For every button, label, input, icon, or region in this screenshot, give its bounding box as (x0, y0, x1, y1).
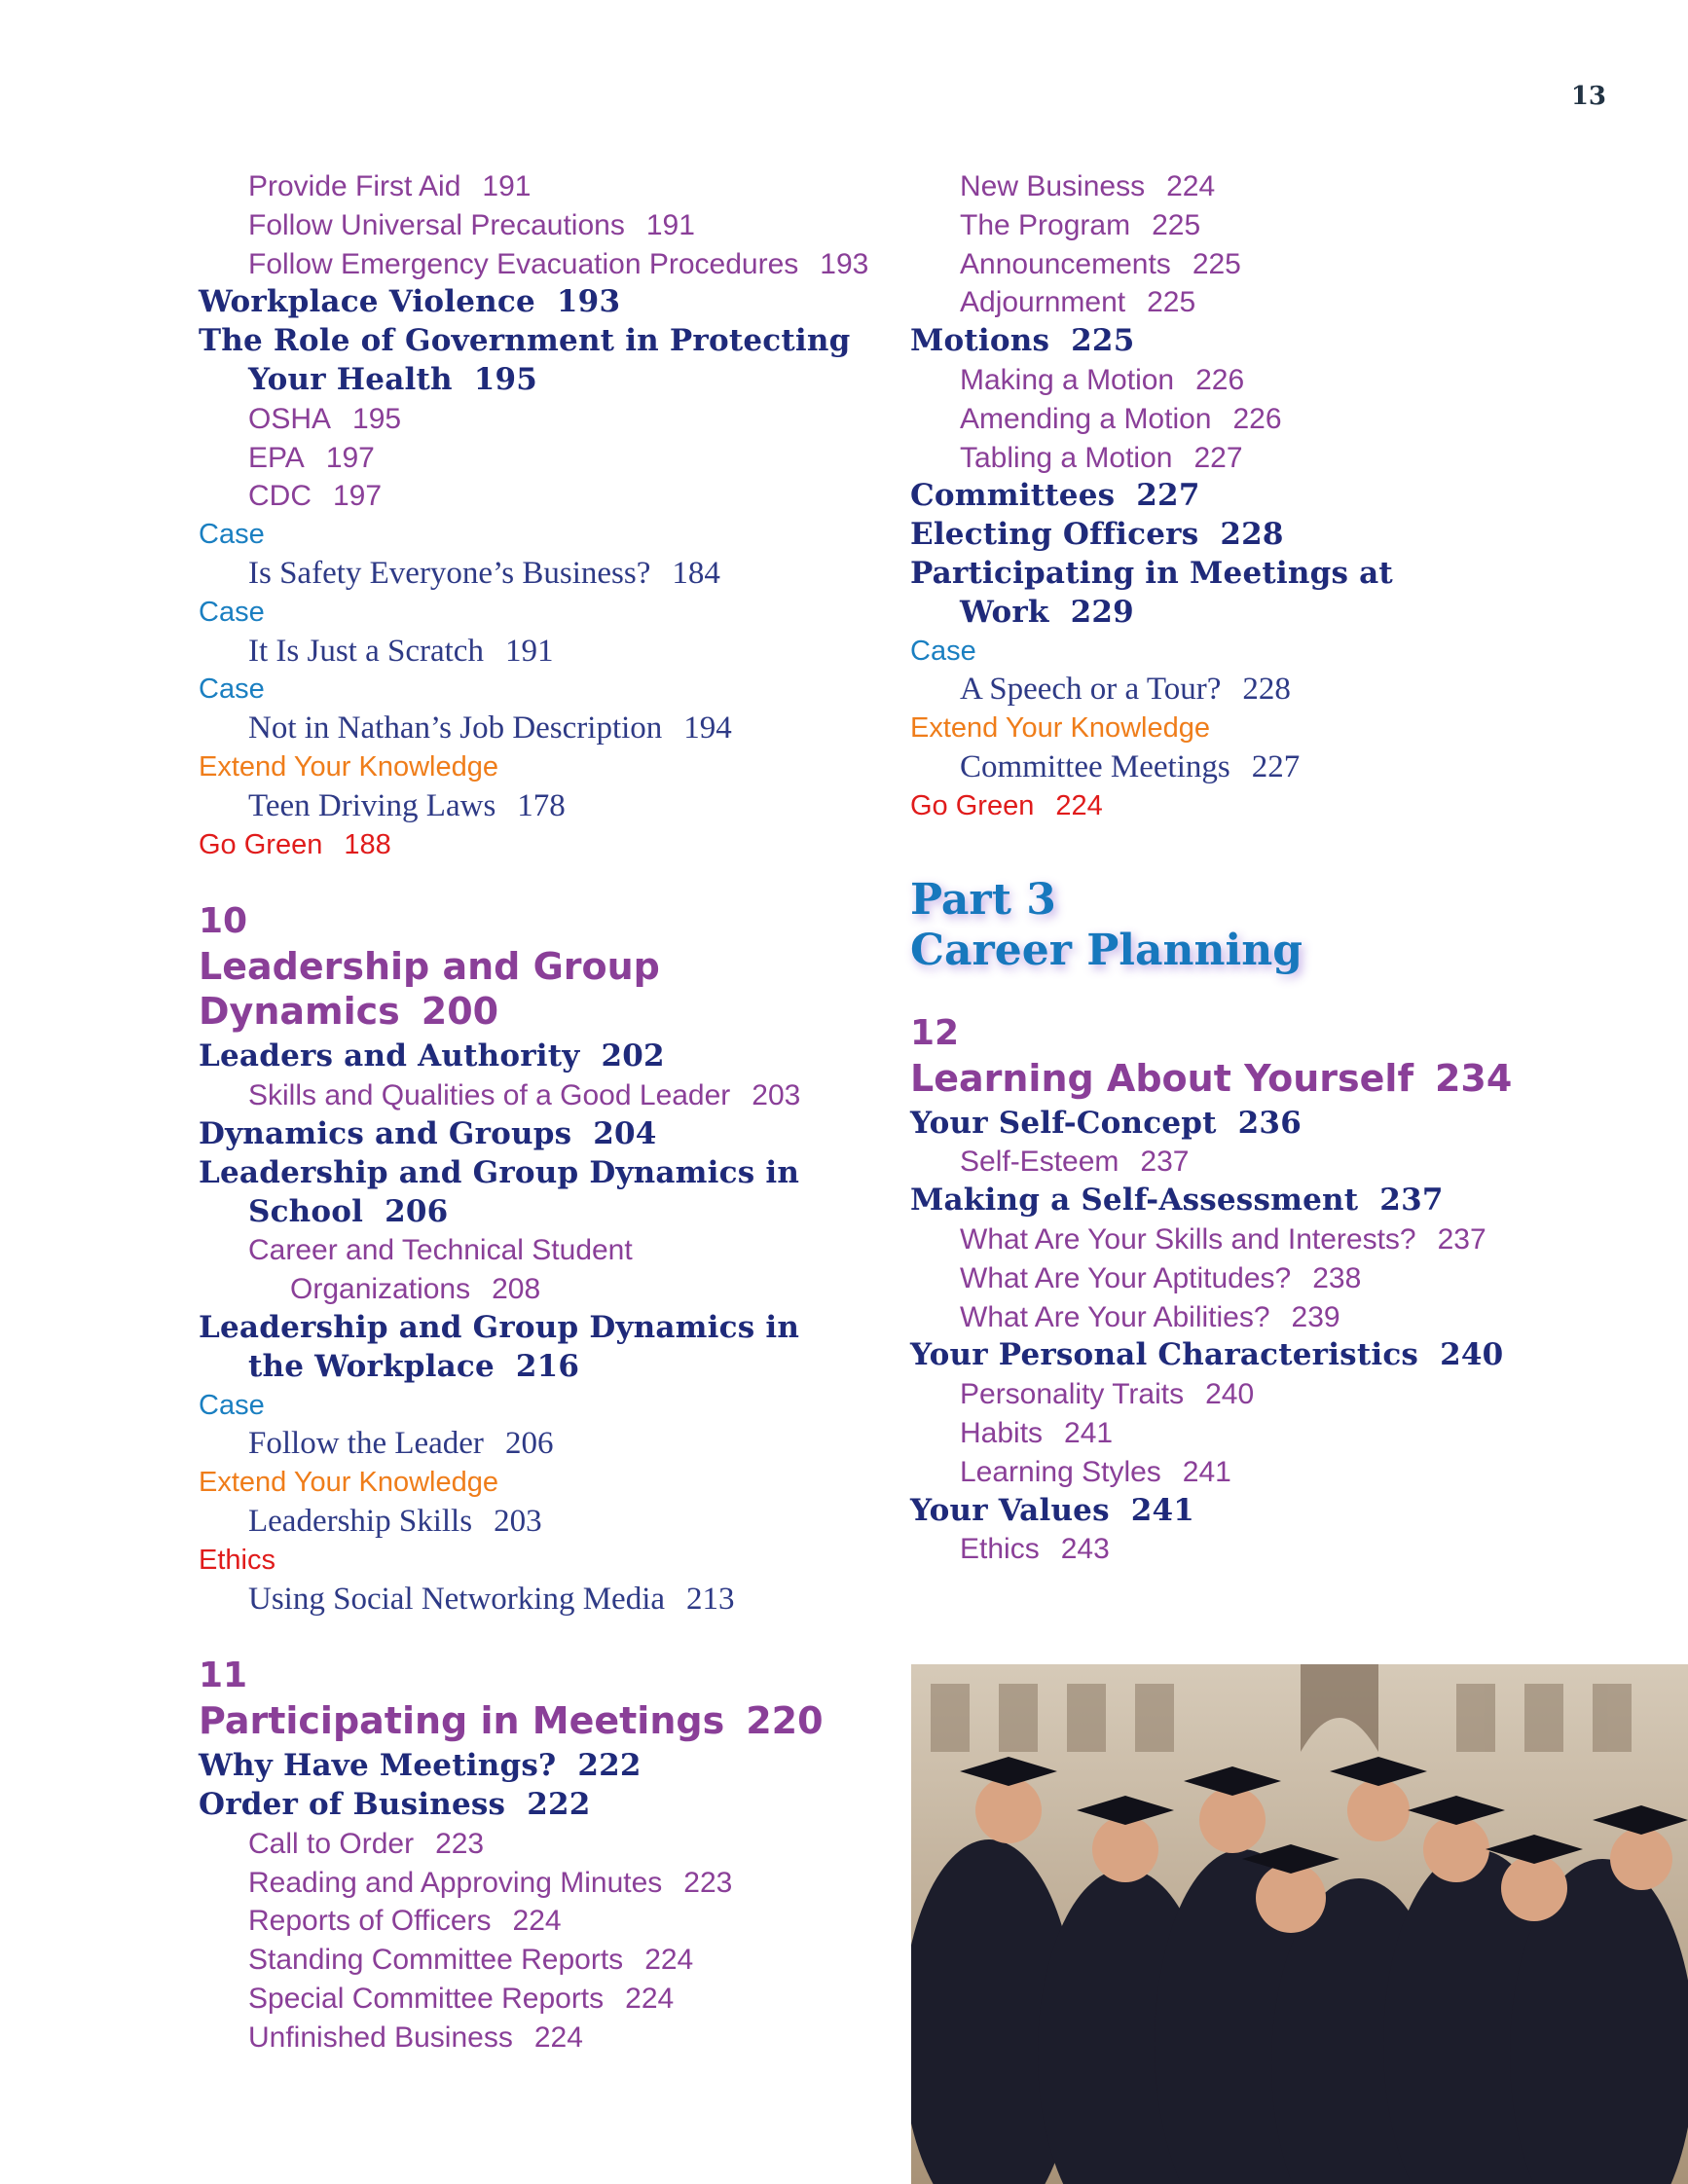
entry-title: Follow Universal Precautions (248, 208, 625, 241)
page-ref: 225 (1152, 208, 1201, 241)
entry-title: Standing Committee Reports (248, 1944, 624, 1977)
toc-subentry (910, 1375, 1670, 1414)
entry-title: Participating in Meetings at (910, 555, 1393, 591)
toc-subentry (910, 1530, 1670, 1569)
entry-title: the Workplace (248, 1348, 495, 1384)
page-ref: 237 (1379, 1183, 1444, 1219)
toc-heading (910, 322, 1670, 361)
page-ref: 238 (1312, 1261, 1362, 1294)
page-ref: 240 (1205, 1378, 1255, 1411)
toc-subentry (910, 1453, 1670, 1492)
feature-label-extend (199, 1464, 899, 1503)
entry-title: Case (199, 519, 265, 551)
page-ref: 241 (1064, 1416, 1114, 1449)
page-ref: 202 (601, 1038, 665, 1074)
toc-subentry (199, 1864, 899, 1903)
toc-heading (199, 1154, 899, 1193)
entry-title: Special Committee Reports (248, 1983, 605, 2016)
toc-heading (910, 1105, 1670, 1144)
toc-subentry (910, 439, 1670, 478)
feature-label-case (199, 1387, 899, 1426)
page-ref: 225 (1147, 286, 1196, 319)
entry-title: Your Health (248, 361, 453, 397)
page-ref: 243 (1060, 1533, 1110, 1566)
toc-subentry (199, 1980, 899, 2019)
toc-heading (199, 1037, 899, 1076)
feature-label-case (910, 633, 1670, 672)
toc-subentry-cont (199, 1270, 899, 1309)
entry-title: Leadership Skills (248, 1503, 473, 1539)
entry-title: Making a Motion (960, 363, 1175, 396)
toc-column-left (199, 167, 899, 2057)
part-heading (910, 875, 1670, 976)
page-ref: 224 (644, 1944, 694, 1977)
entry-title: Tabling a Motion (960, 441, 1173, 474)
toc-subentry (910, 361, 1670, 400)
entry-title: Committees (910, 478, 1116, 514)
toc-subentry (910, 1259, 1670, 1298)
entry-title: Is Safety Everyone’s Business? (248, 555, 651, 591)
entry-title: Workplace Violence (199, 284, 535, 320)
entry-title: Your Personal Characteristics (910, 1337, 1419, 1373)
toc-subentry (910, 1220, 1670, 1259)
feature-label-extend (910, 710, 1670, 748)
entry-title: Habits (960, 1416, 1044, 1449)
entry-title: Teen Driving Laws (248, 787, 496, 823)
entry-title: Your Self-Concept (910, 1105, 1217, 1141)
page-ref: 194 (683, 710, 732, 746)
toc-subentry (199, 245, 899, 284)
toc-heading (910, 1182, 1670, 1220)
toc-subentry (910, 283, 1670, 322)
page-ref: 226 (1232, 402, 1282, 435)
toc-subentry (199, 206, 899, 245)
page-ref: 224 (625, 1983, 675, 2016)
entry-title: Case (910, 635, 976, 667)
entry-title: What Are Your Skills and Interests? (960, 1222, 1416, 1256)
entry-title: Skills and Qualities of a Good Leader (248, 1079, 731, 1112)
toc-column-right (910, 167, 1670, 1569)
entry-title: Making a Self-Assessment (910, 1183, 1359, 1219)
toc-heading (199, 283, 899, 322)
toc-subentry (199, 167, 899, 206)
entry-title: Your Values (910, 1492, 1110, 1528)
entry-title: The Program (960, 208, 1131, 241)
toc-subentry (199, 2019, 899, 2057)
toc-heading (910, 516, 1670, 555)
page-ref: 191 (482, 170, 532, 202)
entry-title: Using Social Networking Media (248, 1581, 666, 1617)
entry-title: Committee Meetings (960, 748, 1230, 784)
feature-entry (199, 1425, 899, 1464)
page-ref: 206 (385, 1193, 449, 1229)
feature-label-case (199, 671, 899, 710)
entry-title: Case (199, 673, 265, 706)
toc-subentry (910, 167, 1670, 206)
page-ref: 225 (1192, 247, 1241, 280)
entry-title: Learning Styles (960, 1455, 1161, 1488)
entry-title: Announcements (960, 247, 1171, 280)
toc-heading (910, 555, 1670, 594)
feature-entry (199, 787, 899, 826)
toc-subentry (199, 1231, 899, 1270)
feature-label-go-green (199, 826, 899, 865)
entry-title: Unfinished Business (248, 2020, 513, 2054)
page-ref: 227 (1251, 748, 1301, 784)
page-ref: 224 (1166, 170, 1216, 202)
entry-title: School (248, 1193, 364, 1229)
chapter-number: 11 (199, 1656, 248, 1696)
chapter-title-line (199, 1698, 899, 1743)
entry-title: Self-Esteem (960, 1146, 1119, 1179)
page-ref: 222 (527, 1787, 591, 1823)
entry-title: Ethics (960, 1533, 1040, 1566)
entry-title: Organizations (290, 1273, 471, 1306)
page-ref: 241 (1182, 1455, 1231, 1488)
entry-title: Motions (910, 323, 1050, 359)
entry-title: New Business (960, 170, 1146, 202)
entry-title: Dynamics (199, 990, 400, 1034)
toc-heading-cont (199, 361, 899, 400)
entry-title: Go Green (199, 828, 323, 860)
entry-title: Provide First Aid (248, 170, 461, 202)
page-ref: 240 (1440, 1337, 1504, 1373)
entry-title: Reading and Approving Minutes (248, 1866, 663, 1899)
chapter-title-line (199, 944, 899, 989)
toc-heading-cont (910, 594, 1670, 633)
page-ref: 237 (1437, 1222, 1486, 1256)
entry-title: What Are Your Aptitudes? (960, 1261, 1292, 1294)
page-ref: 236 (1237, 1105, 1302, 1141)
feature-entry (910, 671, 1670, 710)
entry-title: Amending a Motion (960, 402, 1212, 435)
chapter-number: 12 (910, 1012, 960, 1053)
chapter-title-line (910, 1056, 1670, 1101)
page-ref: 220 (746, 1699, 824, 1743)
feature-entry (199, 1581, 899, 1620)
entry-title: Not in Nathan’s Job Description (248, 710, 663, 746)
entry-title: Leadership and Group Dynamics in (199, 1154, 800, 1190)
page-ref: 216 (515, 1348, 580, 1384)
page-ref: 234 (1434, 1056, 1513, 1100)
entry-title: Personality Traits (960, 1378, 1185, 1411)
page-ref: 227 (1193, 441, 1243, 474)
toc-subentry (910, 206, 1670, 245)
entry-title: Order of Business (199, 1787, 506, 1823)
toc-subentry (910, 1414, 1670, 1453)
page-ref: 184 (672, 555, 720, 591)
page-ref: 226 (1195, 363, 1245, 396)
toc-heading (199, 1747, 899, 1786)
entry-title: Leadership and Group (199, 945, 660, 989)
toc-subentry (199, 477, 899, 516)
toc-heading (199, 322, 899, 361)
entry-title: Ethics (199, 1544, 275, 1576)
feature-entry (199, 1503, 899, 1542)
chapter-title (199, 1698, 899, 1743)
chapter-number: 10 (199, 901, 248, 942)
chapter-title (910, 1056, 1670, 1101)
entry-title: Case (199, 596, 265, 628)
page-ref: 193 (820, 247, 869, 280)
chapter-title (199, 944, 899, 1034)
page-ref: 224 (512, 1905, 562, 1938)
feature-entry (199, 555, 899, 594)
feature-label-extend (199, 748, 899, 787)
entry-title: Work (960, 594, 1049, 630)
page-ref: 224 (1055, 789, 1103, 821)
feature-entry (199, 633, 899, 672)
entry-title: Participating in Meetings (199, 1699, 725, 1743)
feature-entry (199, 710, 899, 748)
entry-title: CDC (248, 480, 312, 513)
toc-subentry (910, 1298, 1670, 1337)
entry-title: Why Have Meetings? (199, 1748, 557, 1784)
page-ref: 203 (494, 1503, 542, 1539)
feature-entry (910, 748, 1670, 787)
entry-title: Follow Emergency Evacuation Procedures (248, 247, 799, 280)
page-ref: 195 (352, 402, 402, 435)
page-ref: 224 (533, 2020, 583, 2054)
page-ref: 191 (645, 208, 695, 241)
page-ref: 228 (1220, 517, 1284, 553)
graduates-photo (911, 1664, 1688, 2184)
page-ref: 208 (492, 1273, 541, 1306)
page-ref: 193 (556, 284, 621, 320)
entry-title: Adjournment (960, 286, 1126, 319)
entry-title: Go Green (910, 789, 1035, 821)
page-ref: 229 (1070, 594, 1134, 630)
entry-title: Leaders and Authority (199, 1038, 580, 1074)
page-ref: 241 (1130, 1492, 1195, 1528)
toc-subentry (199, 400, 899, 439)
entry-title: It Is Just a Scratch (248, 633, 484, 669)
graduates-illustration (911, 1664, 1688, 2184)
feature-label-case (199, 594, 899, 633)
toc-heading (910, 1336, 1670, 1375)
page-ref: 200 (421, 990, 499, 1034)
part-heading-line: Part 3 (910, 874, 1056, 925)
chapter-title-line (199, 989, 899, 1034)
entry-title: Electing Officers (910, 517, 1199, 553)
toc-subentry (199, 1902, 899, 1941)
entry-title: Reports of Officers (248, 1905, 492, 1938)
entry-title: Extend Your Knowledge (910, 712, 1210, 745)
entry-title: OSHA (248, 402, 332, 435)
entry-title: What Are Your Abilities? (960, 1300, 1270, 1333)
page-ref: 178 (517, 787, 566, 823)
page-ref: 223 (683, 1866, 733, 1899)
page-ref: 204 (593, 1115, 657, 1151)
toc-subentry (199, 1825, 899, 1864)
toc-subentry (199, 1941, 899, 1980)
page-ref: 222 (577, 1748, 642, 1784)
toc-heading (199, 1115, 899, 1154)
toc-heading (910, 1492, 1670, 1531)
toc-subentry (199, 439, 899, 478)
entry-title: Leadership and Group Dynamics in (199, 1309, 800, 1345)
entry-title: Case (199, 1389, 265, 1421)
toc-heading (199, 1309, 899, 1348)
toc-subentry (910, 245, 1670, 284)
toc-subentry (199, 1076, 899, 1115)
page-ref: 206 (504, 1426, 554, 1462)
feature-label-case (199, 516, 899, 555)
entry-title: Extend Your Knowledge (199, 1467, 498, 1499)
entry-title: Follow the Leader (248, 1426, 484, 1462)
feature-label-go-green (910, 787, 1670, 826)
entry-title: The Role of Government in Protecting (199, 323, 851, 359)
entry-title: Dynamics and Groups (199, 1115, 572, 1151)
toc-heading-cont (199, 1193, 899, 1232)
page-ref: 239 (1291, 1300, 1340, 1333)
page-ref: 213 (686, 1581, 735, 1617)
page-ref: 237 (1140, 1146, 1190, 1179)
page-ref: 197 (325, 441, 375, 474)
page-ref: 195 (473, 361, 538, 397)
entry-title: Call to Order (248, 1827, 415, 1860)
toc-heading-cont (199, 1348, 899, 1387)
feature-label-ethics (199, 1542, 899, 1581)
entry-title: A Speech or a Tour? (960, 672, 1222, 708)
entry-title: EPA (248, 441, 305, 474)
page-ref: 203 (752, 1079, 801, 1112)
page-ref: 197 (333, 480, 383, 513)
toc-heading (199, 1786, 899, 1825)
toc-subentry (910, 1143, 1670, 1182)
page-ref: 225 (1071, 323, 1135, 359)
entry-title: Career and Technical Student (248, 1234, 633, 1267)
entry-title: Extend Your Knowledge (199, 750, 498, 783)
toc-subentry (910, 400, 1670, 439)
page-ref: 191 (504, 633, 554, 669)
entry-title: Learning About Yourself (910, 1056, 1413, 1100)
toc-heading (910, 477, 1670, 516)
page-ref: 188 (344, 828, 391, 860)
page-ref: 223 (435, 1827, 485, 1860)
page-number: 13 (1570, 82, 1606, 111)
page-ref: 227 (1136, 478, 1200, 514)
page-ref: 228 (1242, 672, 1291, 708)
part-heading-line: Career Planning (910, 925, 1303, 975)
